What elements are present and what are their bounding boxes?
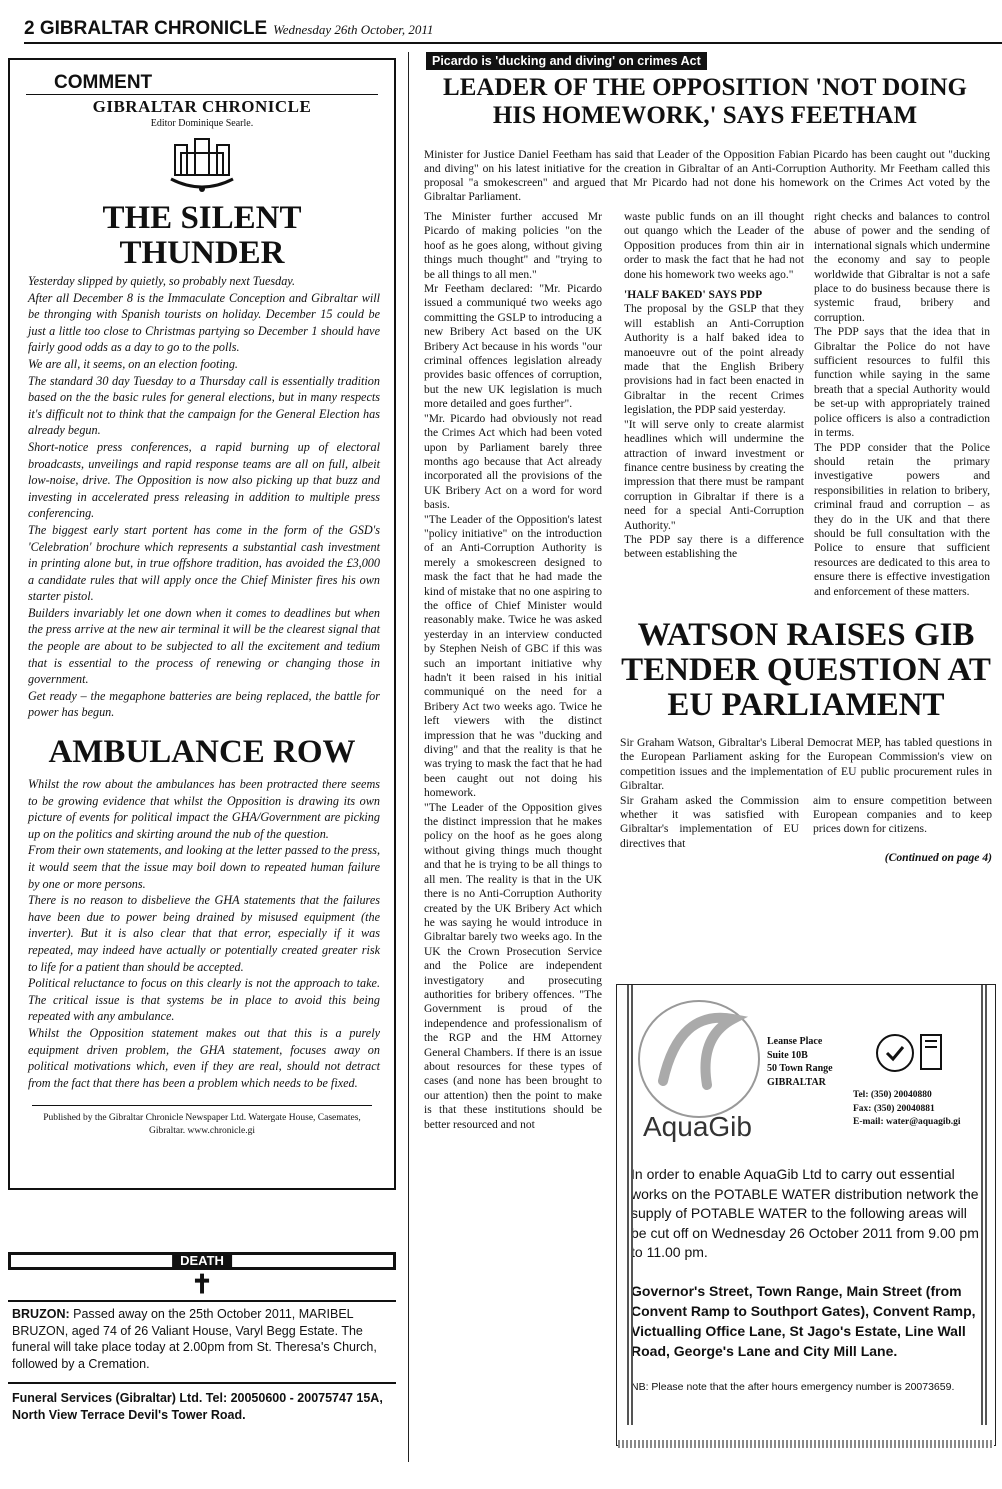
aquagib-logo-icon (629, 989, 769, 1119)
paragraph: From their own statements, and looking at the letter passed to the press, it would seem that the issue may boil down to repeated human failure by one or more persons. (28, 843, 380, 891)
advert-nb: NB: Please note that the after hours emergency number is 20073659. (631, 1380, 955, 1393)
death-label: DEATH (172, 1252, 232, 1269)
continued-link[interactable]: (Continued on page 4) (884, 851, 992, 865)
advert-contact (853, 1089, 961, 1130)
paragraph: waste public funds on an ill thought out quango which the Leader of the Opposition produces from thin air in order to mask the fact that he had not done his homework two weeks ago." (624, 211, 804, 281)
paragraph: The biggest early start portent has come in the form of the GSD's 'Celebration' brochure which represents a substantial cash investment in printing alone but, in true offshore tradition, has avoided the £3,000 a candidate rules that will apply once the Chief Minister fires his own starter pistol. (28, 522, 380, 604)
aquagib-advert (616, 984, 996, 1446)
email-address: E-mail: water@aquagib.gi (853, 1117, 961, 1127)
story-column-3 (814, 210, 990, 599)
paragraph: Whilst the Opposition statement makes out that this is a purely equipment driven problem, the GHA statement, focuses away on political motivations which, even if they are real, should not detract from the fact that there has been a problem which needs to be fixed. (28, 1025, 380, 1090)
comment-body-1 (10, 273, 394, 721)
watson-headline: WATSON RAISES GIB TENDER QUESTION AT EU PARLIAMENT (621, 617, 991, 723)
paragraph: Get ready – the megaphone batteries are being replaced, the battle for power has begun. (28, 688, 380, 720)
paragraph: Yesterday slipped by quietly, so probably next Tuesday. (28, 274, 296, 288)
paragraph: The PDP say there is a difference between establishing the (624, 533, 804, 561)
death-text (8, 1300, 396, 1384)
pdp-subhead: 'HALF BAKED' SAYS PDP (624, 289, 763, 302)
funeral-services: Funeral Services (Gibraltar) Ltd. Tel: 20050600 - 20075747 15A, North View Terrace Devil's Tower Road. (12, 1391, 383, 1422)
death-notice-text: Passed away on the 25th October 2011, MARIBEL BRUZON, aged 74 of 26 Valiant House, Varyl Begg Estate. The funeral will take place today at 2.00pm from St. Theresa's Church, followed by a Cremation. (12, 1307, 377, 1371)
paragraph: We are all, it seems, on an election footing. (28, 356, 238, 371)
story-column-2 (624, 210, 804, 562)
editor-line: Editor Dominique Searle. (150, 118, 254, 129)
cross-icon: ✝ (191, 1270, 213, 1299)
paragraph: Mr Feetham declared: "Mr. Picardo issued a communiqué two weeks ago committing the GSLP to introducing a new Bribery Act based on the UK Bribery Act because in his words "our criminal offences legislation already provides basic offences of corruption, but the new UK legislation is much more detailed and goes further". (424, 283, 602, 411)
main-lede: Minister for Justice Daniel Feetham has said that Leader of the Opposition Fabian Picardo has been caught out "ducking and diving" on his latest initiative for the creation in Gibraltar of an Anti-Corruption Authority. Mr Feetham called this proposal "a smokescreen" and argued that Mr Picardo had not done his homework on the Crimes Act voted by the Gibraltar Parliament. (424, 149, 990, 203)
comment-column (8, 58, 396, 1190)
paragraph: Short-notice press conferences, a rapid burning up of electoral broadcasts, unveilings and rapid response teams are all on full, albeit low-noise, drive. The Opposition is now also picking up that buzz and investing in accelerated press releasing in addition to multiple press conferencing. (28, 439, 380, 521)
issue-date: Wednesday 26th October, 2011 (273, 22, 434, 37)
column-rule (408, 52, 409, 1462)
deceased-name: BRUZON: (12, 1307, 70, 1321)
advert-areas: Governor's Street, Town Range, Main Street (from Convent Ramp to Southport Gates), Convent Ramp, Victualling Office Lane, St Jago's Estate, Line Wall Road, George's Lane and City Mill Lane. (631, 1282, 976, 1359)
main-headline: LEADER OF THE OPPOSITION 'NOT DOING HIS HOMEWORK,' SAYS FEETHAM (443, 74, 967, 129)
comment-label: COMMENT (26, 60, 378, 95)
paper-name: GIBRALTAR CHRONICLE (92, 97, 312, 116)
watson-col-a: Sir Graham asked the Commission whether it was satisfied with Gibraltar's implementation of EU directives that (620, 793, 799, 850)
paragraph: The proposal by the GSLP that they will establish an Anti-Corruption Authority is a half baked idea to manoeuvre out of the point already made that the English Bribery provisions had in fact been enacted in Gibraltar in the recent Crimes legislation, the PDP said yesterday. (624, 303, 804, 417)
address-line: Suite 10B (767, 1049, 808, 1061)
phone-number: Tel: (350) 20040880 (853, 1090, 932, 1100)
paragraph: The Minister further accused Mr Picardo of making policies "on the hoof as he goes along, without giving things much thought" and "trying to be all things to all men." (424, 211, 602, 281)
paragraph: "The Leader of the Opposition gives the distinct impression that he makes policy on the hoof as he goes along without giving things much thought and that he is trying to be all things to all men. The reality is that in the UK there is no Anti-Corruption Authority created by the UK Bribery Act which he was saying he would introduce in Gibraltar barely two weeks ago. In the UK the Crown Prosecution Service and the Police are independent investigatory and prosecuting authorities for bribery offences. "The Government is proud of the independence and professionalism of the RGP and the HM Attorney General Chambers. If there is an issue about resources for these types of cases (and none has been brought to our attention) then the point to make is that these institutions should be better resourced and not (424, 801, 602, 1131)
watson-columns (620, 794, 992, 852)
watson-col-b: aim to ensure competition between European companies and to keep prices down for citizens. (813, 793, 992, 836)
address-line: Leanse Place (767, 1036, 823, 1047)
crest-icon (167, 135, 237, 195)
death-notice (8, 1252, 396, 1464)
watson-lede: Sir Graham Watson, Gibraltar's Liberal Democrat MEP, has tabled questions in the European Parliament asking for the European Commission's view on competition issues and the implementation of EU public procurement rules in Gibraltar. (620, 736, 992, 793)
advert-address (767, 1035, 833, 1089)
comment-headline-2: AMBULANCE ROW (48, 734, 356, 771)
story-column-1 (424, 210, 602, 1132)
paragraph: Political reluctance to focus on this clearly is not the approach to take. The critical issue is that systems be in place to avoid this being repeated with any ambulance. (28, 976, 380, 1024)
paragraph: The standard 30 day Tuesday to a Thursday call is essentially tradition based on the the basic rules for general elections, but in many respects it's difficult not to think that the campaign for the General Election has already begun. (28, 373, 380, 438)
brand-name: AquaGib (643, 1111, 752, 1142)
paragraph: Builders invariably let one down when it comes to deadlines but when the press arrive at the new air terminal it will be the clearest signal that the people are about to be subjected to all the excitement and tedium that is essential to the process of renewing or changing those in government. (28, 605, 380, 687)
paragraph: There is no reason to disbelieve the GHA statements that the failures have been due to power being drained by misused equipment (the inverter). But it is also clear that that error, especially if it was repeated, may indeed have actually or potentially created greater risk to life for a patient than should be accepted. (28, 893, 380, 974)
paragraph: Whilst the row about the ambulances has been protracted there seems to be growing evidence that whilst the Opposition is drawing its own picture of events for political impact the GHA/Government are picking up on the politics and skirting around the nub of the question. (28, 777, 380, 841)
address-line: GIBRALTAR (767, 1076, 826, 1088)
paragraph: After all December 8 is the Immaculate Conception and Gibraltar will be thronging with Spanish tourists on holiday. December 15 could be just a little too close to Christmas partying so December 1 should have fairly good odds as a day to go to the polls. (28, 290, 380, 355)
comment-headline-1: THE SILENT THUNDER (102, 200, 302, 271)
paragraph: "Mr. Picardo had obviously not read the Crimes Act which had been voted upon by Parliament barely three months ago because that Act already incorporated all the provisions of the UK Bribery Act on a word for word basis. (424, 412, 602, 512)
fax-number: Fax: (350) 20040881 (853, 1103, 935, 1114)
paragraph: right checks and balances to control abuse of power and the sending of international signals which undermine the economy and say to people worldwide that Gibraltar is not a safe place to do business because there is systemic fraud, bribery and corruption. (814, 211, 990, 324)
watson-story (620, 736, 992, 866)
paragraph: The PDP consider that the Police should retain the primary investigative powers and responsibilities in relation to bribery, criminal fraud and corruption – as they do in the UK and that there should be full consultation with the Police to ensure that sufficient resources are dedicated to this area to ensure there is effective investigation and enforcement of these matters. (814, 441, 990, 598)
certification-icon (875, 1031, 945, 1075)
advert-header (617, 985, 995, 1155)
advert-hatch-border (618, 1440, 994, 1448)
page-title: 2 GIBRALTAR CHRONICLE (24, 18, 268, 39)
address-line: 50 Town Range (767, 1063, 833, 1074)
advert-notice: In order to enable AquaGib Ltd to carry out essential works on the POTABLE WATER distribution network the supply of POTABLE WATER to the following areas will be cut off on Wednesday 26 October 2011 from 9.00 pm to 11.00 pm. (631, 1166, 979, 1260)
death-bar (8, 1252, 396, 1270)
paragraph: The PDP says that the idea that in Gibraltar the Police do not have sufficient resources to fulfil this function while saying in the same breath that a special Authority would be set-up with appropriately trained police officers is also a contradiction in terms. (814, 326, 990, 440)
paragraph: "The Leader of the Opposition's latest "policy initiative" on the introduction of an Anti-Corruption Authority is merely a smokescreen designed to mask the fact that he had made the kind of mistake that no one aspiring to the office of Chief Minister would reasonably make. Twice he was asked yesterday in an interview conducted by Stephen Neish of GBC if this was such an important initiative why hadn't it been raised in his initial communiqué on the need for a Bribery Act two weeks ago. Twice he left viewers with the distinct impression that he was "ducking and diving" and that the reality is that he was trying to mask the fact that he had been caught out not doing his homework. (424, 513, 602, 800)
publisher-line: Published by the Gibraltar Chronicle Newspaper Ltd. Watergate House, Casemates, Gibraltar. www.chronicle.gi (32, 1105, 372, 1138)
masthead (24, 18, 1002, 44)
comment-body-2 (10, 776, 394, 1091)
kicker: Picardo is 'ducking and diving' on crimes Act (426, 52, 707, 70)
paragraph: "It will serve only to create alarmist headlines which will undermine the attraction of inward investment or finance centre business by creating the impression that there must be rampant corruption in Gibraltar if there is a need for a special Anti-Corruption Authority." (624, 418, 804, 532)
